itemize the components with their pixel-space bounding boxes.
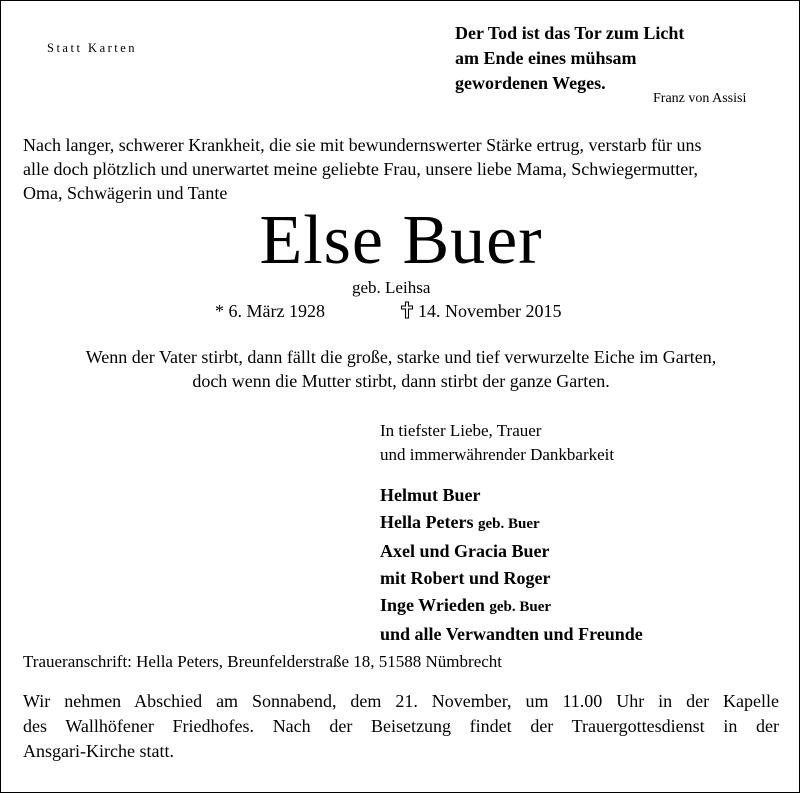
family-member-suffix: geb. Buer	[477, 516, 540, 532]
family-member-name: Helmut Buer	[380, 485, 481, 505]
family-list	[380, 482, 643, 648]
family-member	[380, 592, 643, 621]
motto-line: Der Tod ist das Tor zum Licht	[455, 23, 685, 43]
quote-line: Wenn der Vater stirbt, dann fällt die große, starke und tief verwurzelte Eiche im Garten,	[85, 347, 717, 367]
funeral-line: Ansgari-Kirche statt.	[23, 741, 174, 761]
quote	[1, 345, 800, 393]
maiden-name: geb. Leihsa	[352, 278, 431, 297]
mourning-address: Traueranschrift: Hella Peters, Breunfelderstraße 18, 51588 Nümbrecht	[23, 652, 503, 671]
family-member-name: Axel und Gracia Buer	[380, 541, 550, 561]
family-member	[380, 538, 643, 565]
intro-line: alle doch plötzlich und unerwartet meine geliebte Frau, unsere liebe Mama, Schwiegermutter,	[23, 159, 699, 179]
family-member	[380, 565, 643, 592]
birth-date: * 6. März 1928	[215, 301, 325, 321]
family-member-name: und alle Verwandten und Freunde	[380, 624, 643, 644]
family-member	[380, 509, 643, 538]
intro-line: Nach langer, schwerer Krankheit, die sie mit bewundernswerter Stärke ertrug, verstarb für uns	[23, 135, 702, 155]
family-member	[380, 482, 643, 509]
death-date: 14. November 2015	[418, 301, 562, 321]
family-member-suffix: geb. Buer	[489, 599, 552, 615]
deceased-name: Else Buer	[259, 202, 543, 279]
intro-line: Oma, Schwägerin und Tante	[23, 183, 228, 203]
motto-line: am Ende eines mühsam	[455, 48, 637, 68]
love-text	[380, 419, 614, 467]
cross-icon	[400, 301, 414, 319]
love-line: und immerwährender Dankbarkeit	[380, 445, 615, 464]
family-member-name: mit Robert und Roger	[380, 568, 551, 588]
funeral-line: des Wallhöfener Friedhofes. Nach der Beisetzung findet der Trauergottesdienst in der	[23, 716, 779, 736]
intro-text	[23, 133, 702, 205]
quote-line: doch wenn die Mutter stirbt, dann stirbt der ganze Garten.	[192, 371, 610, 391]
motto-line: gewordenen Weges.	[455, 73, 606, 93]
motto-author: Franz von Assisi	[653, 91, 747, 106]
love-line: In tiefster Liebe, Trauer	[380, 421, 542, 440]
statt-karten-label: Statt Karten	[47, 41, 138, 55]
funeral-line: Wir nehmen Abschied am Sonnabend, dem 21. November, um 11.00 Uhr in der Kapelle	[23, 691, 779, 711]
death-date-line	[400, 301, 561, 322]
motto	[455, 21, 684, 96]
funeral-text	[23, 689, 779, 764]
family-member-name: Hella Peters	[380, 512, 474, 532]
family-member	[380, 621, 643, 648]
family-member-name: Inge Wrieden	[380, 595, 485, 615]
